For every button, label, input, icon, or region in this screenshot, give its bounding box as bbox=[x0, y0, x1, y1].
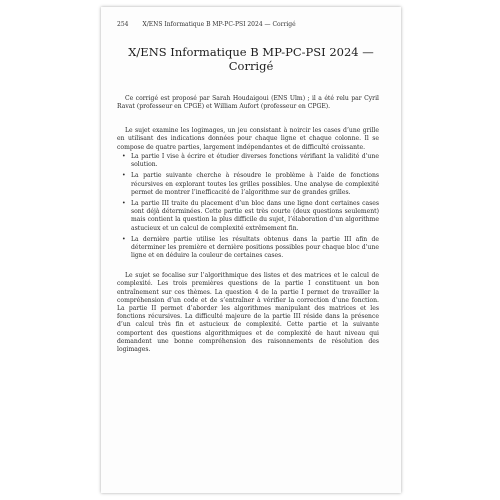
bullet-icon: • bbox=[122, 172, 126, 180]
running-head bbox=[117, 21, 385, 28]
bullet-icon: • bbox=[122, 200, 126, 208]
bullet-icon: • bbox=[122, 235, 126, 243]
part-item bbox=[117, 200, 379, 233]
document-page bbox=[101, 7, 401, 493]
part-item bbox=[117, 236, 379, 261]
page-title: X/ENS Informatique B MP-PC-PSI 2024 — Corrigé bbox=[128, 45, 374, 73]
part-text: La partie III traite du placement d’un bloc dans une ligne dont certaines cases sont déjà déterminées. Cette partie est très courte (deux questions seulement) mais contient la question la plus difficile du sujet, l’élaboration d’un algorithme astucieux et un calcul de complexité extrêmement fin. bbox=[131, 200, 379, 232]
parts-list bbox=[117, 153, 379, 263]
part-item bbox=[117, 172, 379, 197]
intro-paragraph: Le sujet examine les logimages, un jeu consistant à noircir les cases d’une grille en utilisant des indications données pour chaque ligne et chaque colonne. Il se compose de quatre parties, largement indépendantes et de difficulté croissante. bbox=[117, 127, 379, 151]
part-text: La dernière partie utilise les résultats obtenus dans la partie III afin de déterminer les première et dernière positions possibles pour chaque bloc d’une ligne et en déduire la couleur de certaines cases. bbox=[131, 235, 379, 260]
part-text: La partie I vise à écrire et étudier diverses fonctions vérifiant la validité d’une solution. bbox=[131, 153, 379, 169]
page-number: 254 bbox=[117, 21, 129, 28]
part-item bbox=[117, 153, 379, 169]
conclusion-paragraph: Le sujet se focalise sur l’algorithmique des listes et des matrices et le calcul de complexité. Les trois premières questions de la partie I constituent un bon entraînement sur ces thèmes. La question 4 de la partie I permet de travailler la compréhension d’un code et de s’entraîner à vérifier la correction d’une fonction. La partie II permet d’aborder les algorithmes manipulant des matrices et les fonctions récursives. La difficulté majeure de la partie III réside dans la présence d’un calcul très fin et astucieux de complexité. Cette partie et la suivante comportent des questions algorithmiques et de complexité de haut niveau qui demandent une bonne compréhension des raisonnements de résolution des logimages. bbox=[117, 272, 379, 353]
part-text: La partie suivante cherche à résoudre le problème à l’aide de fonctions récursives en explorant toutes les grilles possibles. Une analyse de complexité permet de montrer l’inefficacité de l’algorithme sur de grandes grilles. bbox=[131, 172, 379, 196]
running-title: X/ENS Informatique B MP-PC-PSI 2024 — Corrigé bbox=[142, 21, 296, 28]
credit-paragraph: Ce corrigé est proposé par Sarah Houdaigoui (ENS Ulm) ; il a été relu par Cyril Ravat (professeur en CPGE) et William Aufort (professeur en CPGE). bbox=[117, 95, 379, 111]
bullet-icon: • bbox=[122, 153, 126, 160]
